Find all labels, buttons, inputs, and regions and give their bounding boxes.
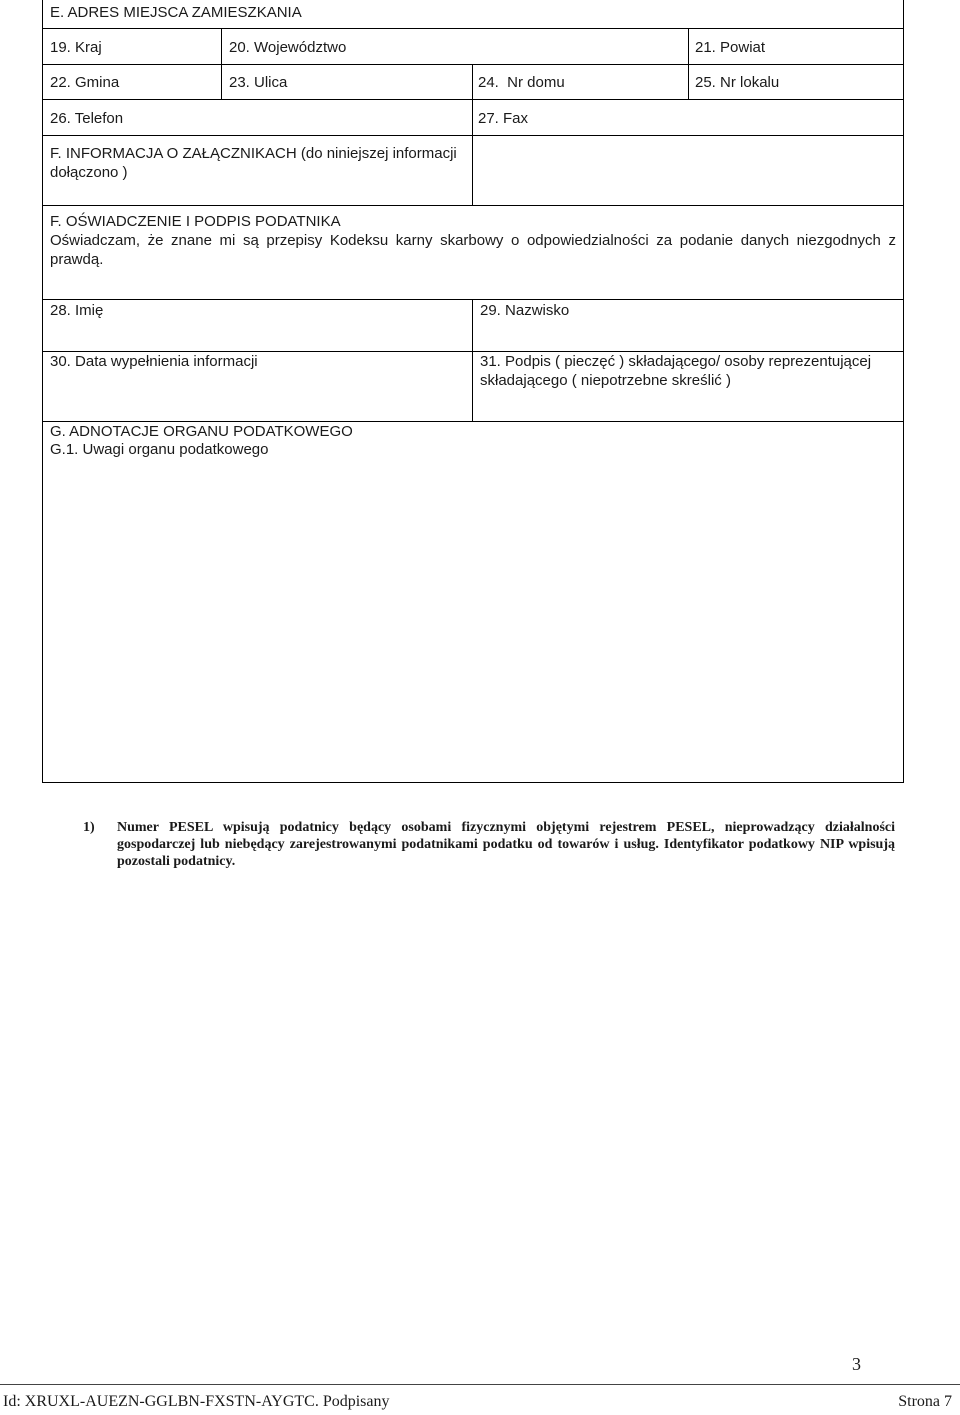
hline-row2 (42, 99, 904, 100)
label-ulica: 23. Ulica (229, 74, 288, 91)
label-nazwisko: 29. Nazwisko (480, 302, 570, 319)
vline-col3-address (472, 64, 473, 206)
section-g-title: G. ADNOTACJE ORGANU PODATKOWEGO (50, 423, 353, 440)
hline-attachments (42, 205, 904, 206)
footnote-text: Numer PESEL wpisują podatnicy będący osobami fizycznymi objętymi rejestrem PESEL, nieprowadzący działalności gospodarczej lub niebędący zarejestrowanymi podatnikami podatku od towarów i usług. Identyfikator podatkowy NIP wpisują pozostali podatnicy. (117, 820, 895, 869)
label-nr-domu: 24. Nr domu (478, 74, 565, 91)
label-wojewodztwo: 20. Województwo (229, 39, 347, 56)
label-podpis: 31. Podpis ( pieczęć ) składającego/ osoby reprezentującej składającego ( niepotrzebne skreślić ) (480, 353, 872, 389)
footer-id: Id: XRUXL-AUEZN-GGLBN-FXSTN-AYGTC. Podpisany (3, 1393, 390, 1410)
label-nr-lokalu: 25. Nr lokalu (695, 74, 780, 91)
footer-page-label: Strona 7 (898, 1393, 952, 1410)
hline-e-title (42, 28, 904, 29)
hline-bottom (42, 782, 904, 783)
vline-col2 (221, 28, 222, 100)
label-kraj: 19. Kraj (50, 39, 102, 56)
label-telefon: 26. Telefon (50, 110, 124, 127)
label-imie: 28. Imię (50, 302, 104, 319)
label-data-wypelnienia: 30. Data wypełnienia informacji (50, 353, 258, 370)
label-gmina: 22. Gmina (50, 74, 120, 91)
hline-row1 (42, 64, 904, 65)
declaration-statement: Oświadczam, że znane mi są przepisy Kodeksu karny skarbowy o odpowiedzialności za podanie danych niezgodnych z prawdą. (50, 232, 896, 268)
vline-col4 (688, 28, 689, 100)
footer-rule (0, 1384, 960, 1385)
label-fax: 27. Fax (478, 110, 529, 127)
section-f-attachments-title: F. INFORMACJA O ZAŁĄCZNIKACH (do niniejszej informacji dołączono ) (50, 145, 457, 181)
label-uwagi-organu: G.1. Uwagi organu podatkowego (50, 441, 269, 458)
page-number: 3 (852, 1354, 861, 1374)
label-powiat: 21. Powiat (695, 39, 766, 56)
hline-row3 (42, 135, 904, 136)
border-left (42, 0, 43, 783)
footnote-marker: 1) (83, 820, 95, 835)
section-e-title: E. ADRES MIEJSCA ZAMIESZKANIA (50, 4, 302, 21)
hline-declaration (42, 299, 904, 300)
section-f-declaration-title: F. OŚWIADCZENIE I PODPIS PODATNIKA (50, 213, 341, 230)
border-right (903, 0, 904, 783)
vline-col3-signature (472, 299, 473, 422)
